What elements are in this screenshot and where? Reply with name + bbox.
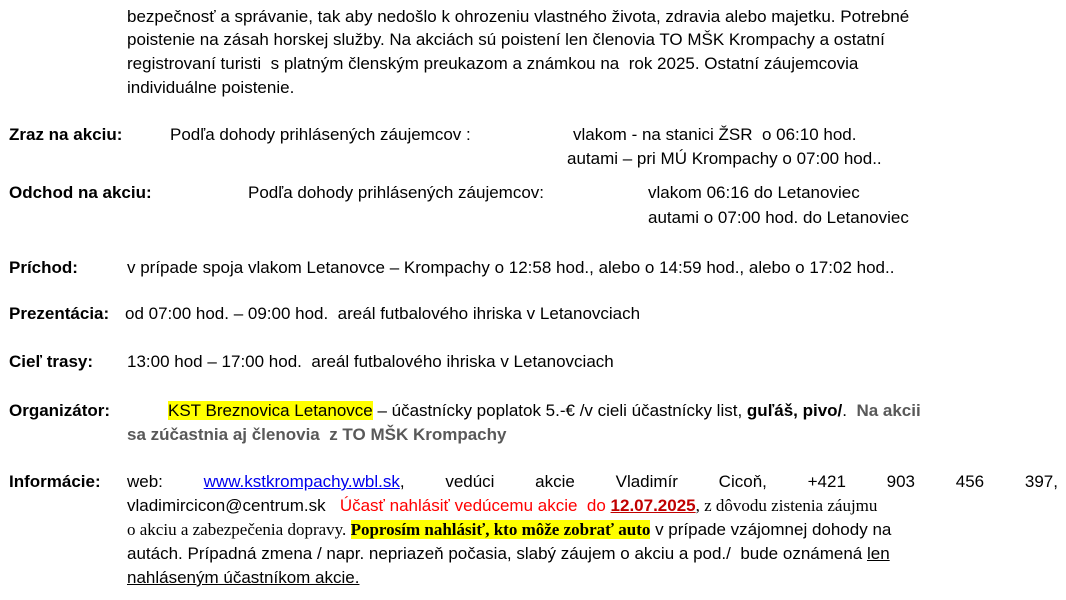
organizator-label: Organizátor:	[9, 401, 111, 420]
odchod-label: Odchod na akciu:	[9, 183, 152, 202]
intro-line-4: individuálne poistenie.	[127, 78, 295, 97]
web-label: web:	[127, 472, 163, 491]
ciel-label: Cieľ trasy:	[9, 352, 94, 371]
web-link[interactable]: www.kstkrompachy.wbl.sk	[203, 472, 400, 491]
phone-part-4: 397,	[1024, 472, 1058, 491]
info-line-5: nahláseným účastníkom akcie.	[127, 568, 360, 587]
phone-part-2: 903	[886, 472, 916, 491]
info-line-3	[127, 519, 891, 540]
zraz-option-cars: autami – pri MÚ Krompachy o 07:00 hod..	[567, 149, 882, 168]
agreement-text: v prípade vzájomnej dohody na	[650, 520, 892, 539]
phone-part-1: +421	[807, 472, 846, 491]
participation-note-2: sa zúčastnia aj členovia z TO MŠK Krompachy	[127, 425, 507, 444]
organizer-name: KST Breznovica Letanovce	[168, 401, 373, 420]
change-note: autách. Prípadná zmena / napr. nepriazeň počasia, slabý záujem o akciu a pod./ bude oznámená	[127, 544, 867, 563]
odchod-option-cars: autami o 07:00 hod. do Letanoviec	[648, 208, 909, 227]
prichod-text: v prípade spoja vlakom Letanovce – Krompachy o 12:58 hod., alebo o 14:59 hod., alebo o 17:02 hod..	[127, 258, 895, 277]
participation-note: Na akcii	[856, 401, 921, 420]
informacie-label: Informácie:	[9, 472, 101, 491]
intro-line-1: bezpečnosť a správanie, tak aby nedošlo k ohrozeniu vlastného života, zdravia alebo majetku. Potrebné	[127, 7, 910, 26]
register-date: 12.07.2025	[610, 496, 696, 515]
car-request: Poprosím nahlásiť, kto môže zobrať auto	[350, 520, 651, 539]
phone-part-3: 456	[955, 472, 985, 491]
reason-text-2: o akciu a zabezpečenia dopravy.	[127, 520, 351, 539]
intro-line-3: registrovaní turisti s platným členským preukazom a známkou na rok 2025. Ostatní záujemcovia	[127, 54, 859, 73]
odchod-option-train: vlakom 06:16 do Letanoviec	[648, 183, 860, 202]
prichod-label: Príchod:	[9, 258, 78, 277]
ciel-text: 13:00 hod – 17:00 hod. areál futbalového ihriska v Letanovciach	[127, 352, 614, 371]
info-line-2	[127, 495, 877, 516]
info-line-4	[127, 543, 890, 564]
prezentacia-text: od 07:00 hod. – 09:00 hod. areál futbalového ihriska v Letanovciach	[125, 304, 641, 323]
odchod-text: Podľa dohody prihlásených záujemcov:	[248, 183, 545, 202]
register-note: Účasť nahlásiť vedúcemu akcie do	[339, 496, 611, 515]
prezentacia-label: Prezentácia:	[9, 304, 110, 323]
fee-text-end: .	[842, 401, 857, 420]
zraz-option-train: vlakom - na stanici ŽSR o 06:10 hod.	[573, 125, 857, 144]
organizator-line-1	[168, 400, 921, 421]
zraz-label: Zraz na akciu:	[9, 125, 123, 144]
info-line-1: web: www.kstkrompachy.wbl.sk, vedúci akcie Vladimír Cicoň, +421 903 456 397,	[127, 472, 1058, 491]
only-word: len	[866, 544, 890, 563]
zraz-text: Podľa dohody prihlásených záujemcov :	[170, 125, 471, 144]
reason-text: , z dôvodu zistenia záujmu	[695, 496, 878, 515]
leader-text: vedúci akcie Vladimír Cicoň,	[445, 472, 767, 491]
email-text: vladimircicon@centrum.sk	[127, 496, 326, 515]
fee-text: – účastnícky poplatok 5.-€ /v cieli účastnícky list,	[372, 401, 747, 420]
food-drink-text: guľáš, pivo/	[746, 401, 843, 420]
intro-line-2: poistenie na zásah horskej služby. Na akciách sú poistení len členovia TO MŠK Krompachy a ostatní	[127, 30, 885, 49]
